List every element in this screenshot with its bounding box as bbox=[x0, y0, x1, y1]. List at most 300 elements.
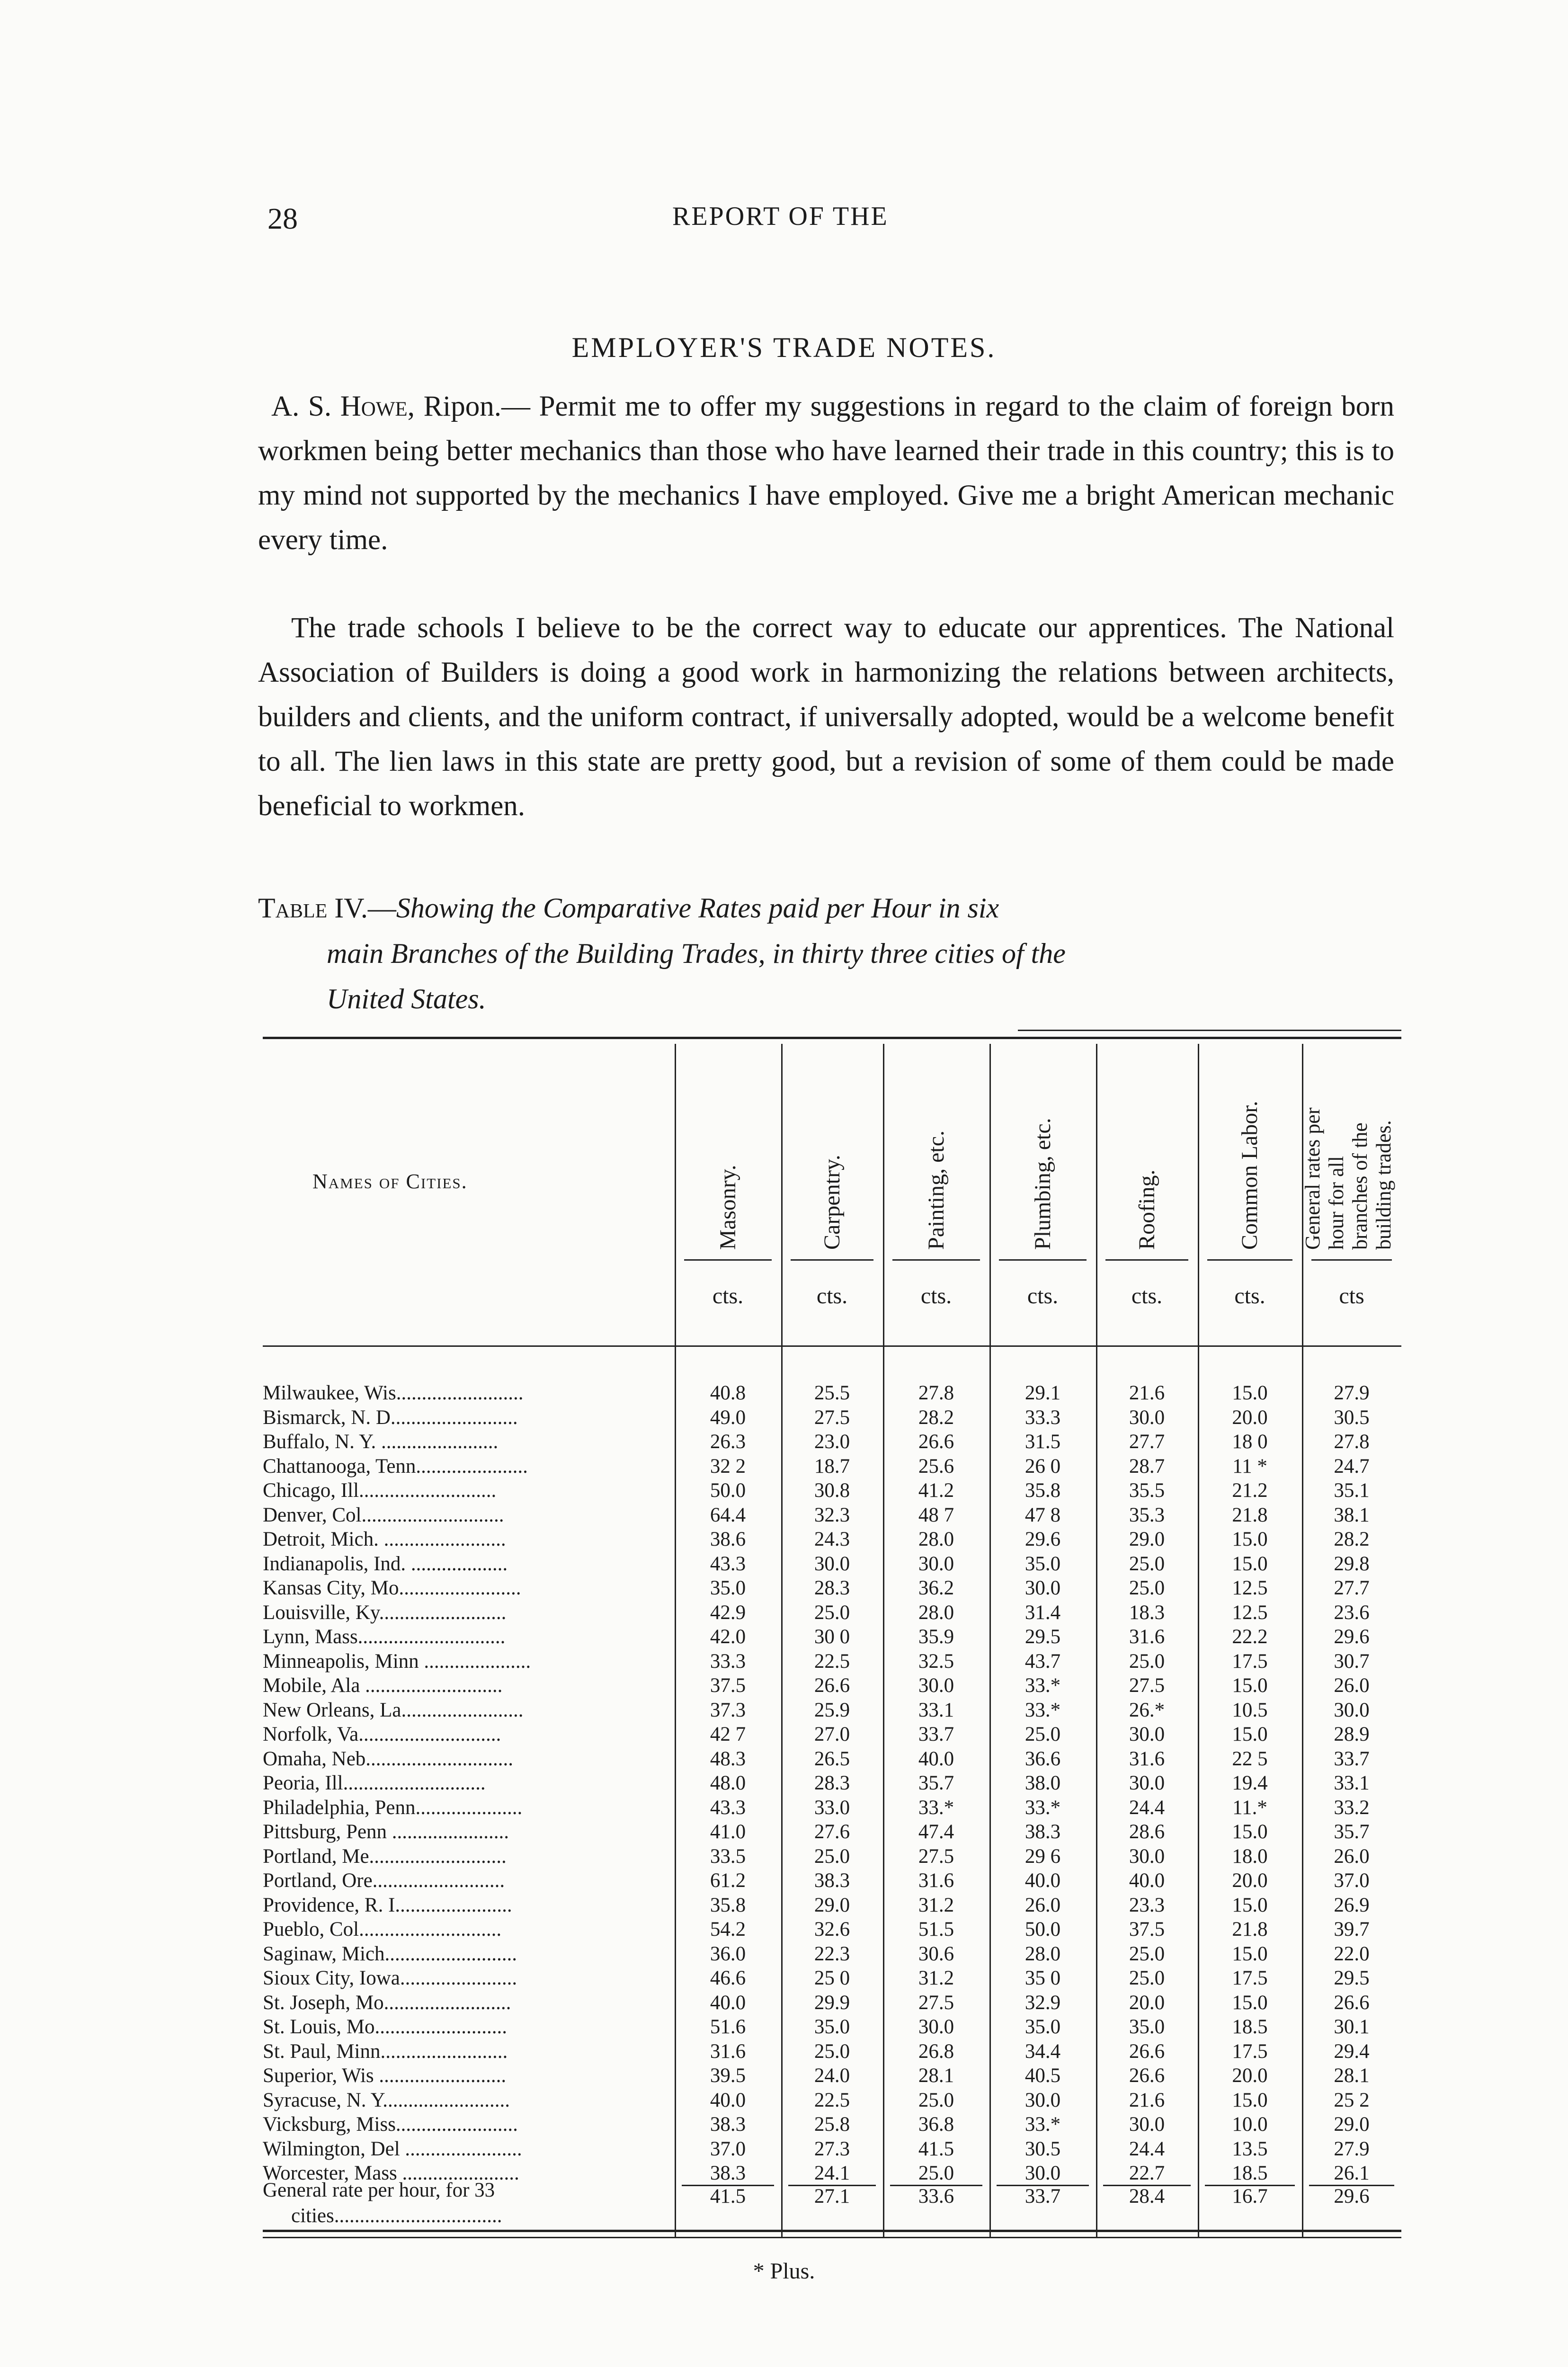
rate-cell: 27.5 bbox=[918, 1845, 954, 1868]
rate-cell: 28.7 bbox=[1129, 1455, 1165, 1477]
rate-cell: 26.3 bbox=[710, 1431, 746, 1453]
rate-cell: 48.0 bbox=[710, 1772, 746, 1794]
rate-cell: 40.8 bbox=[710, 1382, 746, 1404]
rate-cell: 28.0 bbox=[918, 1528, 954, 1550]
unit-label: cts. bbox=[920, 1283, 952, 1308]
average-cell: 29.6 bbox=[1334, 2185, 1370, 2207]
city-name: Indianapolis, Ind. ................... bbox=[263, 1552, 508, 1575]
rate-cell: 27.6 bbox=[814, 1821, 850, 1843]
rate-cell: 30.5 bbox=[1334, 1406, 1370, 1429]
rate-cell: 30.0 bbox=[1025, 1577, 1061, 1599]
average-cell: 28.4 bbox=[1129, 2185, 1165, 2207]
rate-cell: 18.5 bbox=[1232, 2016, 1268, 2038]
rate-cell: 30.0 bbox=[1129, 1772, 1165, 1794]
column-header-rule bbox=[999, 1259, 1087, 1261]
rate-cell: 26.* bbox=[1129, 1699, 1165, 1721]
column-divider bbox=[781, 1044, 783, 2237]
city-name: Detroit, Mich. ........................ bbox=[263, 1528, 506, 1550]
rate-cell: 32.5 bbox=[918, 1650, 954, 1673]
paragraph-text: Ripon.— Permit me to offer my suggestions in regard to the claim of foreign born workmen being better mechanics than those who have learned their trade in this country; this is to my mind not supported by the mechanics I have employed. Give me a bright American mechanic every time. bbox=[258, 391, 1394, 556]
city-name: Saginaw, Mich.......................... bbox=[263, 1942, 517, 1965]
rate-cell: 21.6 bbox=[1129, 1382, 1165, 1404]
city-name: New Orleans, La........................ bbox=[263, 1699, 524, 1721]
rate-cell: 29.4 bbox=[1334, 2040, 1370, 2063]
rate-cell: 35.0 bbox=[1129, 2016, 1165, 2038]
rate-cell: 35 0 bbox=[1025, 1967, 1061, 1989]
rate-cell: 19.4 bbox=[1232, 1772, 1268, 1794]
rate-cell: 26.6 bbox=[1129, 2040, 1165, 2063]
column-header: Plumbing, etc. bbox=[1030, 1118, 1055, 1250]
rate-cell: 38.1 bbox=[1334, 1504, 1370, 1526]
rate-cell: 33.3 bbox=[710, 1650, 746, 1673]
rate-cell: 26.8 bbox=[918, 2040, 954, 2063]
rate-cell: 64.4 bbox=[710, 1504, 746, 1526]
rate-cell: 30.0 bbox=[1025, 2089, 1061, 2111]
rate-cell: 33.* bbox=[1025, 1699, 1061, 1721]
rate-cell: 38.3 bbox=[1025, 1821, 1061, 1843]
city-name: Louisville, Ky......................... bbox=[263, 1601, 507, 1624]
average-cell: 33.7 bbox=[1025, 2185, 1061, 2207]
rate-cell: 38.3 bbox=[814, 1869, 850, 1892]
rate-cell: 30.0 bbox=[1025, 2162, 1061, 2184]
rate-cell: 25.0 bbox=[1129, 1942, 1165, 1965]
column-divider bbox=[1096, 1044, 1097, 2237]
rate-cell: 13.5 bbox=[1232, 2137, 1268, 2160]
rate-cell: 24.4 bbox=[1129, 2137, 1165, 2160]
city-name: Pittsburg, Penn ....................... bbox=[263, 1821, 509, 1843]
rate-cell: 33.* bbox=[1025, 1796, 1061, 1819]
rate-cell: 36.0 bbox=[710, 1942, 746, 1965]
rate-cell: 40.0 bbox=[710, 1991, 746, 2014]
rate-cell: 29.0 bbox=[1334, 2113, 1370, 2136]
rate-cell: 30.0 bbox=[1129, 2113, 1165, 2136]
average-label-line2: cities................................. bbox=[291, 2205, 502, 2227]
rate-cell: 29.9 bbox=[814, 1991, 850, 2014]
column-divider bbox=[675, 1044, 676, 2237]
units-rule bbox=[675, 1345, 1401, 1347]
rate-cell: 25.6 bbox=[918, 1455, 954, 1477]
city-name: Milwaukee, Wis......................... bbox=[263, 1382, 524, 1404]
rate-cell: 27.3 bbox=[814, 2137, 850, 2160]
city-name: Kansas City, Mo........................ bbox=[263, 1577, 521, 1599]
city-name: Norfolk, Va............................ bbox=[263, 1723, 501, 1745]
rate-cell: 29.0 bbox=[814, 1894, 850, 1916]
rate-cell: 27.0 bbox=[814, 1723, 850, 1745]
rate-cell: 27.7 bbox=[1334, 1577, 1370, 1599]
names-header-rule bbox=[263, 1345, 675, 1347]
rate-cell: 33.* bbox=[918, 1796, 954, 1819]
rate-cell: 46.6 bbox=[710, 1967, 746, 1989]
rate-cell: 36.8 bbox=[918, 2113, 954, 2136]
rate-cell: 33.2 bbox=[1334, 1796, 1370, 1819]
rate-cell: 27.5 bbox=[918, 1991, 954, 2014]
rate-cell: 15.0 bbox=[1232, 1991, 1268, 2014]
rate-cell: 49.0 bbox=[710, 1406, 746, 1429]
city-name: Portland, Ore.......................... bbox=[263, 1869, 505, 1892]
city-name: Portland, Me........................... bbox=[263, 1845, 507, 1868]
rate-cell: 22.5 bbox=[814, 1650, 850, 1673]
column-header: Painting, etc. bbox=[923, 1130, 949, 1250]
table-bottom-rule bbox=[263, 2230, 1401, 2232]
rate-cell: 47.4 bbox=[918, 1821, 954, 1843]
rate-cell: 31.5 bbox=[1025, 1431, 1061, 1453]
unit-label: cts bbox=[1339, 1283, 1364, 1308]
rate-cell: 25.8 bbox=[814, 2113, 850, 2136]
general-rates-header-line: branches of the bbox=[1348, 1122, 1372, 1250]
rate-cell: 28.2 bbox=[918, 1406, 954, 1429]
rate-cell: 51.6 bbox=[710, 2016, 746, 2038]
rate-cell: 30.0 bbox=[1334, 1699, 1370, 1721]
unit-label: cts. bbox=[816, 1283, 848, 1308]
city-name: Omaha, Neb............................. bbox=[263, 1747, 514, 1770]
rate-cell: 35.0 bbox=[1025, 2016, 1061, 2038]
rate-cell: 18.3 bbox=[1129, 1601, 1165, 1624]
paragraph-howe bbox=[258, 384, 1394, 562]
rate-cell: 22.2 bbox=[1232, 1626, 1268, 1648]
rate-cell: 25.0 bbox=[1129, 1650, 1165, 1673]
rate-cell: 32.6 bbox=[814, 1918, 850, 1940]
rate-cell: 11 * bbox=[1232, 1455, 1267, 1477]
rate-cell: 41.5 bbox=[918, 2137, 954, 2160]
rate-cell: 40.5 bbox=[1025, 2064, 1061, 2087]
rate-cell: 38.6 bbox=[710, 1528, 746, 1550]
rate-cell: 40.0 bbox=[710, 2089, 746, 2111]
city-name: Providence, R. I....................... bbox=[263, 1894, 512, 1916]
rate-cell: 40.0 bbox=[1129, 1869, 1165, 1892]
rate-cell: 26.0 bbox=[1334, 1845, 1370, 1868]
rate-cell: 24.3 bbox=[814, 1528, 850, 1550]
rate-cell: 27.7 bbox=[1129, 1431, 1165, 1453]
rate-cell: 25.0 bbox=[1129, 1577, 1165, 1599]
column-header: Carpentry. bbox=[819, 1155, 845, 1250]
rate-cell: 24.1 bbox=[814, 2162, 850, 2184]
rate-cell: 29.8 bbox=[1334, 1552, 1370, 1575]
rate-cell: 21.8 bbox=[1232, 1918, 1268, 1940]
column-header-rule bbox=[1105, 1259, 1188, 1261]
rate-cell: 22.3 bbox=[814, 1942, 850, 1965]
rate-cell: 30.6 bbox=[918, 1942, 954, 1965]
rate-cell: 29.5 bbox=[1025, 1626, 1061, 1648]
rate-cell: 30.0 bbox=[814, 1552, 850, 1575]
rate-cell: 35.5 bbox=[1129, 1479, 1165, 1502]
rate-cell: 50.0 bbox=[710, 1479, 746, 1502]
rate-cell: 15.0 bbox=[1232, 2089, 1268, 2111]
rate-cell: 27.8 bbox=[918, 1382, 954, 1404]
rate-cell: 41.2 bbox=[918, 1479, 954, 1502]
rate-cell: 27.8 bbox=[1334, 1431, 1370, 1453]
rate-cell: 33.5 bbox=[710, 1845, 746, 1868]
rate-cell: 28.1 bbox=[918, 2064, 954, 2087]
rate-cell: 27.5 bbox=[814, 1406, 850, 1429]
rate-cell: 28.0 bbox=[1025, 1942, 1061, 1965]
rate-cell: 20.0 bbox=[1129, 1991, 1165, 2014]
rate-cell: 28.3 bbox=[814, 1577, 850, 1599]
rate-cell: 47 8 bbox=[1025, 1504, 1061, 1526]
rate-cell: 28.9 bbox=[1334, 1723, 1370, 1745]
rate-cell: 10.0 bbox=[1232, 2113, 1268, 2136]
rate-cell: 26.5 bbox=[814, 1747, 850, 1770]
rate-cell: 18 0 bbox=[1232, 1431, 1268, 1453]
rate-cell: 12.5 bbox=[1232, 1601, 1268, 1624]
paragraph-author: A. S. Howe, bbox=[271, 391, 415, 422]
rate-cell: 23.0 bbox=[814, 1431, 850, 1453]
rate-cell: 29.6 bbox=[1025, 1528, 1061, 1550]
rate-cell: 26.0 bbox=[1025, 1894, 1061, 1916]
rate-cell: 23.3 bbox=[1129, 1894, 1165, 1916]
rate-cell: 24.0 bbox=[814, 2064, 850, 2087]
rate-cell: 17.5 bbox=[1232, 1967, 1268, 1989]
city-name: Vicksburg, Miss........................ bbox=[263, 2113, 518, 2136]
rate-cell: 29 6 bbox=[1025, 1845, 1061, 1868]
column-divider bbox=[989, 1044, 991, 2237]
rate-cell: 38.3 bbox=[710, 2162, 746, 2184]
rate-cell: 26.0 bbox=[1334, 1674, 1370, 1697]
rate-cell: 26.6 bbox=[1129, 2064, 1165, 2087]
rate-cell: 54.2 bbox=[710, 1918, 746, 1940]
average-label bbox=[263, 2178, 502, 2229]
rate-cell: 26.9 bbox=[1334, 1894, 1370, 1916]
page-number: 28 bbox=[267, 202, 298, 235]
city-name: St. Joseph, Mo......................... bbox=[263, 1991, 511, 2014]
rate-cell: 25.0 bbox=[918, 2162, 954, 2184]
average-label-line1: General rate per hour, for 33 bbox=[263, 2179, 495, 2201]
rate-cell: 30.5 bbox=[1025, 2137, 1061, 2160]
rate-cell: 29.5 bbox=[1334, 1967, 1370, 1989]
rate-cell: 35.0 bbox=[710, 1577, 746, 1599]
rate-cell: 33.7 bbox=[1334, 1747, 1370, 1770]
rate-cell: 10.5 bbox=[1232, 1699, 1268, 1721]
column-header: Masonry. bbox=[715, 1165, 740, 1250]
rate-cell: 25.0 bbox=[1025, 1723, 1061, 1745]
rate-cell: 22 5 bbox=[1232, 1747, 1268, 1770]
rate-cell: 25 0 bbox=[814, 1967, 850, 1989]
rate-cell: 37.0 bbox=[1334, 1869, 1370, 1892]
rate-cell: 42.0 bbox=[710, 1626, 746, 1648]
unit-label: cts. bbox=[1027, 1283, 1059, 1308]
city-name: Lynn, Mass............................. bbox=[263, 1626, 506, 1648]
city-name: Minneapolis, Minn ..................... bbox=[263, 1650, 531, 1673]
rate-cell: 48.3 bbox=[710, 1747, 746, 1770]
rate-cell: 40.0 bbox=[918, 1747, 954, 1770]
column-divider bbox=[1198, 1044, 1199, 2237]
rate-cell: 35.3 bbox=[1129, 1504, 1165, 1526]
rate-cell: 31.6 bbox=[1129, 1747, 1165, 1770]
city-name: Superior, Wis ......................... bbox=[263, 2064, 507, 2087]
rate-cell: 30.0 bbox=[918, 1674, 954, 1697]
rate-cell: 31.6 bbox=[1129, 1626, 1165, 1648]
rate-cell: 32.3 bbox=[814, 1504, 850, 1526]
running-head: REPORT OF THE bbox=[672, 202, 889, 231]
general-rates-header-line: building trades. bbox=[1372, 1120, 1395, 1250]
rate-cell: 30.8 bbox=[814, 1479, 850, 1502]
rate-cell: 35.0 bbox=[1025, 1552, 1061, 1575]
rate-cell: 31.6 bbox=[918, 1869, 954, 1892]
rate-cell: 36.2 bbox=[918, 1577, 954, 1599]
city-name: Peoria, Ill............................ bbox=[263, 1772, 486, 1794]
rate-cell: 25.0 bbox=[1129, 1552, 1165, 1575]
rate-cell: 37.5 bbox=[1129, 1918, 1165, 1940]
section-title: EMPLOYER'S TRADE NOTES. bbox=[571, 332, 997, 363]
average-cell: 27.1 bbox=[814, 2185, 850, 2207]
rate-cell: 25 2 bbox=[1334, 2089, 1370, 2111]
table-caption bbox=[258, 885, 1394, 1022]
rate-cell: 42 7 bbox=[710, 1723, 746, 1745]
rate-cell: 35.8 bbox=[710, 1894, 746, 1916]
rate-cell: 27.9 bbox=[1334, 1382, 1370, 1404]
rate-cell: 50.0 bbox=[1025, 1918, 1061, 1940]
rate-cell: 39.7 bbox=[1334, 1918, 1370, 1940]
rate-cell: 35.8 bbox=[1025, 1479, 1061, 1502]
rate-cell: 25.0 bbox=[918, 2089, 954, 2111]
rate-cell: 31.4 bbox=[1025, 1601, 1061, 1624]
city-name: Worcester, Mass ....................... bbox=[263, 2162, 519, 2184]
rate-cell: 30.0 bbox=[1129, 1845, 1165, 1868]
city-name: Buffalo, N. Y. ....................... bbox=[263, 1431, 499, 1453]
city-name: Syracuse, N. Y......................... bbox=[263, 2089, 510, 2111]
rate-cell: 26 0 bbox=[1025, 1455, 1061, 1477]
footnote: * Plus. bbox=[753, 2259, 815, 2284]
rate-cell: 29.1 bbox=[1025, 1382, 1061, 1404]
rate-cell: 33.7 bbox=[918, 1723, 954, 1745]
rate-cell: 20.0 bbox=[1232, 2064, 1268, 2087]
rate-cell: 28.0 bbox=[918, 1601, 954, 1624]
rate-cell: 30.0 bbox=[1129, 1406, 1165, 1429]
table-caption-line2: main Branches of the Building Trades, in thirty three cities of the bbox=[327, 938, 1066, 969]
rate-cell: 21.2 bbox=[1232, 1479, 1268, 1502]
rate-cell: 18.7 bbox=[814, 1455, 850, 1477]
average-cell: 41.5 bbox=[710, 2185, 746, 2207]
rate-cell: 25.0 bbox=[814, 1601, 850, 1624]
rate-cell: 11.* bbox=[1232, 1796, 1267, 1819]
rate-cell: 34.4 bbox=[1025, 2040, 1061, 2063]
city-name: Pueblo, Col............................ bbox=[263, 1918, 502, 1940]
rate-cell: 33.1 bbox=[1334, 1772, 1370, 1794]
rate-cell: 51.5 bbox=[918, 1918, 954, 1940]
rate-cell: 35.7 bbox=[918, 1772, 954, 1794]
rate-cell: 25.0 bbox=[1129, 1967, 1165, 1989]
paragraph-trade-schools: The trade schools I believe to be the correct way to educate our apprentices. The National Association of Builders is doing a good work in harmonizing the relations between architects, builders and clients, and the uniform contract, if universally adopted, would be a welcome benefit to all. The lien laws in this state are pretty good, but a revision of some of them could be made beneficial to workmen. bbox=[258, 612, 1394, 822]
rate-cell: 31.2 bbox=[918, 1894, 954, 1916]
rate-cell: 15.0 bbox=[1232, 1942, 1268, 1965]
city-name: St. Paul, Minn......................... bbox=[263, 2040, 508, 2063]
rate-cell: 21.8 bbox=[1232, 1504, 1268, 1526]
column-header-rule bbox=[1311, 1259, 1392, 1261]
city-name: Wilmington, Del ....................... bbox=[263, 2137, 522, 2160]
rate-cell: 25.0 bbox=[814, 1845, 850, 1868]
rate-cell: 26.1 bbox=[1334, 2162, 1370, 2184]
rate-cell: 22.0 bbox=[1334, 1942, 1370, 1965]
rate-cell: 20.0 bbox=[1232, 1869, 1268, 1892]
rate-cell: 43.3 bbox=[710, 1552, 746, 1575]
unit-label: cts. bbox=[712, 1283, 744, 1308]
header-top-rule-right bbox=[1018, 1030, 1401, 1031]
column-header: Roofing. bbox=[1134, 1169, 1159, 1250]
rate-cell: 25.0 bbox=[814, 2040, 850, 2063]
rate-cell: 26.6 bbox=[918, 1431, 954, 1453]
rate-cell: 28.2 bbox=[1334, 1528, 1370, 1550]
rate-cell: 15.0 bbox=[1232, 1674, 1268, 1697]
rate-cell: 24.7 bbox=[1334, 1455, 1370, 1477]
unit-label: cts. bbox=[1131, 1283, 1163, 1308]
rate-cell: 29.0 bbox=[1129, 1528, 1165, 1550]
rate-cell: 40.0 bbox=[1025, 1869, 1061, 1892]
rate-cell: 33.0 bbox=[814, 1796, 850, 1819]
rate-cell: 30.0 bbox=[1129, 1723, 1165, 1745]
table-top-rule bbox=[263, 1037, 1401, 1039]
rate-cell: 15.0 bbox=[1232, 1382, 1268, 1404]
rate-cell: 15.0 bbox=[1232, 1723, 1268, 1745]
rate-cell: 43.7 bbox=[1025, 1650, 1061, 1673]
city-name: Mobile, Ala ........................... bbox=[263, 1674, 503, 1697]
rate-cell: 39.5 bbox=[710, 2064, 746, 2087]
rate-cell: 61.2 bbox=[710, 1869, 746, 1892]
rate-cell: 33.3 bbox=[1025, 1406, 1061, 1429]
rate-cell: 21.6 bbox=[1129, 2089, 1165, 2111]
rate-cell: 32 2 bbox=[710, 1455, 746, 1477]
average-cell: 16.7 bbox=[1232, 2185, 1268, 2207]
rate-cell: 15.0 bbox=[1232, 1528, 1268, 1550]
rate-cell: 38.3 bbox=[710, 2113, 746, 2136]
column-header-rule bbox=[1207, 1259, 1292, 1261]
rate-cell: 31.2 bbox=[918, 1967, 954, 1989]
rate-cell: 12.5 bbox=[1232, 1577, 1268, 1599]
rate-cell: 35.0 bbox=[814, 2016, 850, 2038]
rate-cell: 33.1 bbox=[918, 1699, 954, 1721]
unit-label: cts. bbox=[1234, 1283, 1265, 1308]
rate-cell: 30.1 bbox=[1334, 2016, 1370, 2038]
table-bottom-rule-2 bbox=[263, 2237, 1401, 2238]
rate-cell: 32.9 bbox=[1025, 1991, 1061, 2014]
city-name: Bismarck, N. D......................... bbox=[263, 1406, 518, 1429]
rate-cell: 28.3 bbox=[814, 1772, 850, 1794]
general-rates-header-line: General rates per bbox=[1301, 1107, 1324, 1250]
rate-cell: 36.6 bbox=[1025, 1747, 1061, 1770]
rate-cell: 30.0 bbox=[918, 2016, 954, 2038]
rate-cell: 33.* bbox=[1025, 1674, 1061, 1697]
rate-cell: 15.0 bbox=[1232, 1894, 1268, 1916]
rate-cell: 22.5 bbox=[814, 2089, 850, 2111]
rate-cell: 27.9 bbox=[1334, 2137, 1370, 2160]
city-name: St. Louis, Mo.......................... bbox=[263, 2016, 508, 2038]
rate-cell: 30.0 bbox=[918, 1552, 954, 1575]
rate-cell: 35.9 bbox=[918, 1626, 954, 1648]
city-name: Sioux City, Iowa....................... bbox=[263, 1967, 517, 1989]
rate-cell: 17.5 bbox=[1232, 1650, 1268, 1673]
rate-cell: 42.9 bbox=[710, 1601, 746, 1624]
column-header: Common Labor. bbox=[1237, 1101, 1262, 1250]
city-name: Philadelphia, Penn..................... bbox=[263, 1796, 523, 1819]
rate-cell: 18.0 bbox=[1232, 1845, 1268, 1868]
rate-cell: 30.7 bbox=[1334, 1650, 1370, 1673]
city-name: Chattanooga, Tenn...................... bbox=[263, 1455, 528, 1477]
column-header-rule bbox=[892, 1259, 980, 1261]
rate-cell: 35.7 bbox=[1334, 1821, 1370, 1843]
rate-cell: 15.0 bbox=[1232, 1552, 1268, 1575]
rate-cell: 27.5 bbox=[1129, 1674, 1165, 1697]
rate-cell: 37.5 bbox=[710, 1674, 746, 1697]
rate-cell: 26.6 bbox=[814, 1674, 850, 1697]
rate-cell: 20.0 bbox=[1232, 1406, 1268, 1429]
rate-cell: 28.1 bbox=[1334, 2064, 1370, 2087]
rate-cell: 26.6 bbox=[1334, 1991, 1370, 2014]
rate-cell: 23.6 bbox=[1334, 1601, 1370, 1624]
names-of-cities-header: Names of Cities. bbox=[312, 1170, 468, 1193]
rate-cell: 25.5 bbox=[814, 1382, 850, 1404]
rate-cell: 48 7 bbox=[918, 1504, 954, 1526]
rate-cell: 35.1 bbox=[1334, 1479, 1370, 1502]
rate-cell: 17.5 bbox=[1232, 2040, 1268, 2063]
rate-cell: 30 0 bbox=[814, 1626, 850, 1648]
